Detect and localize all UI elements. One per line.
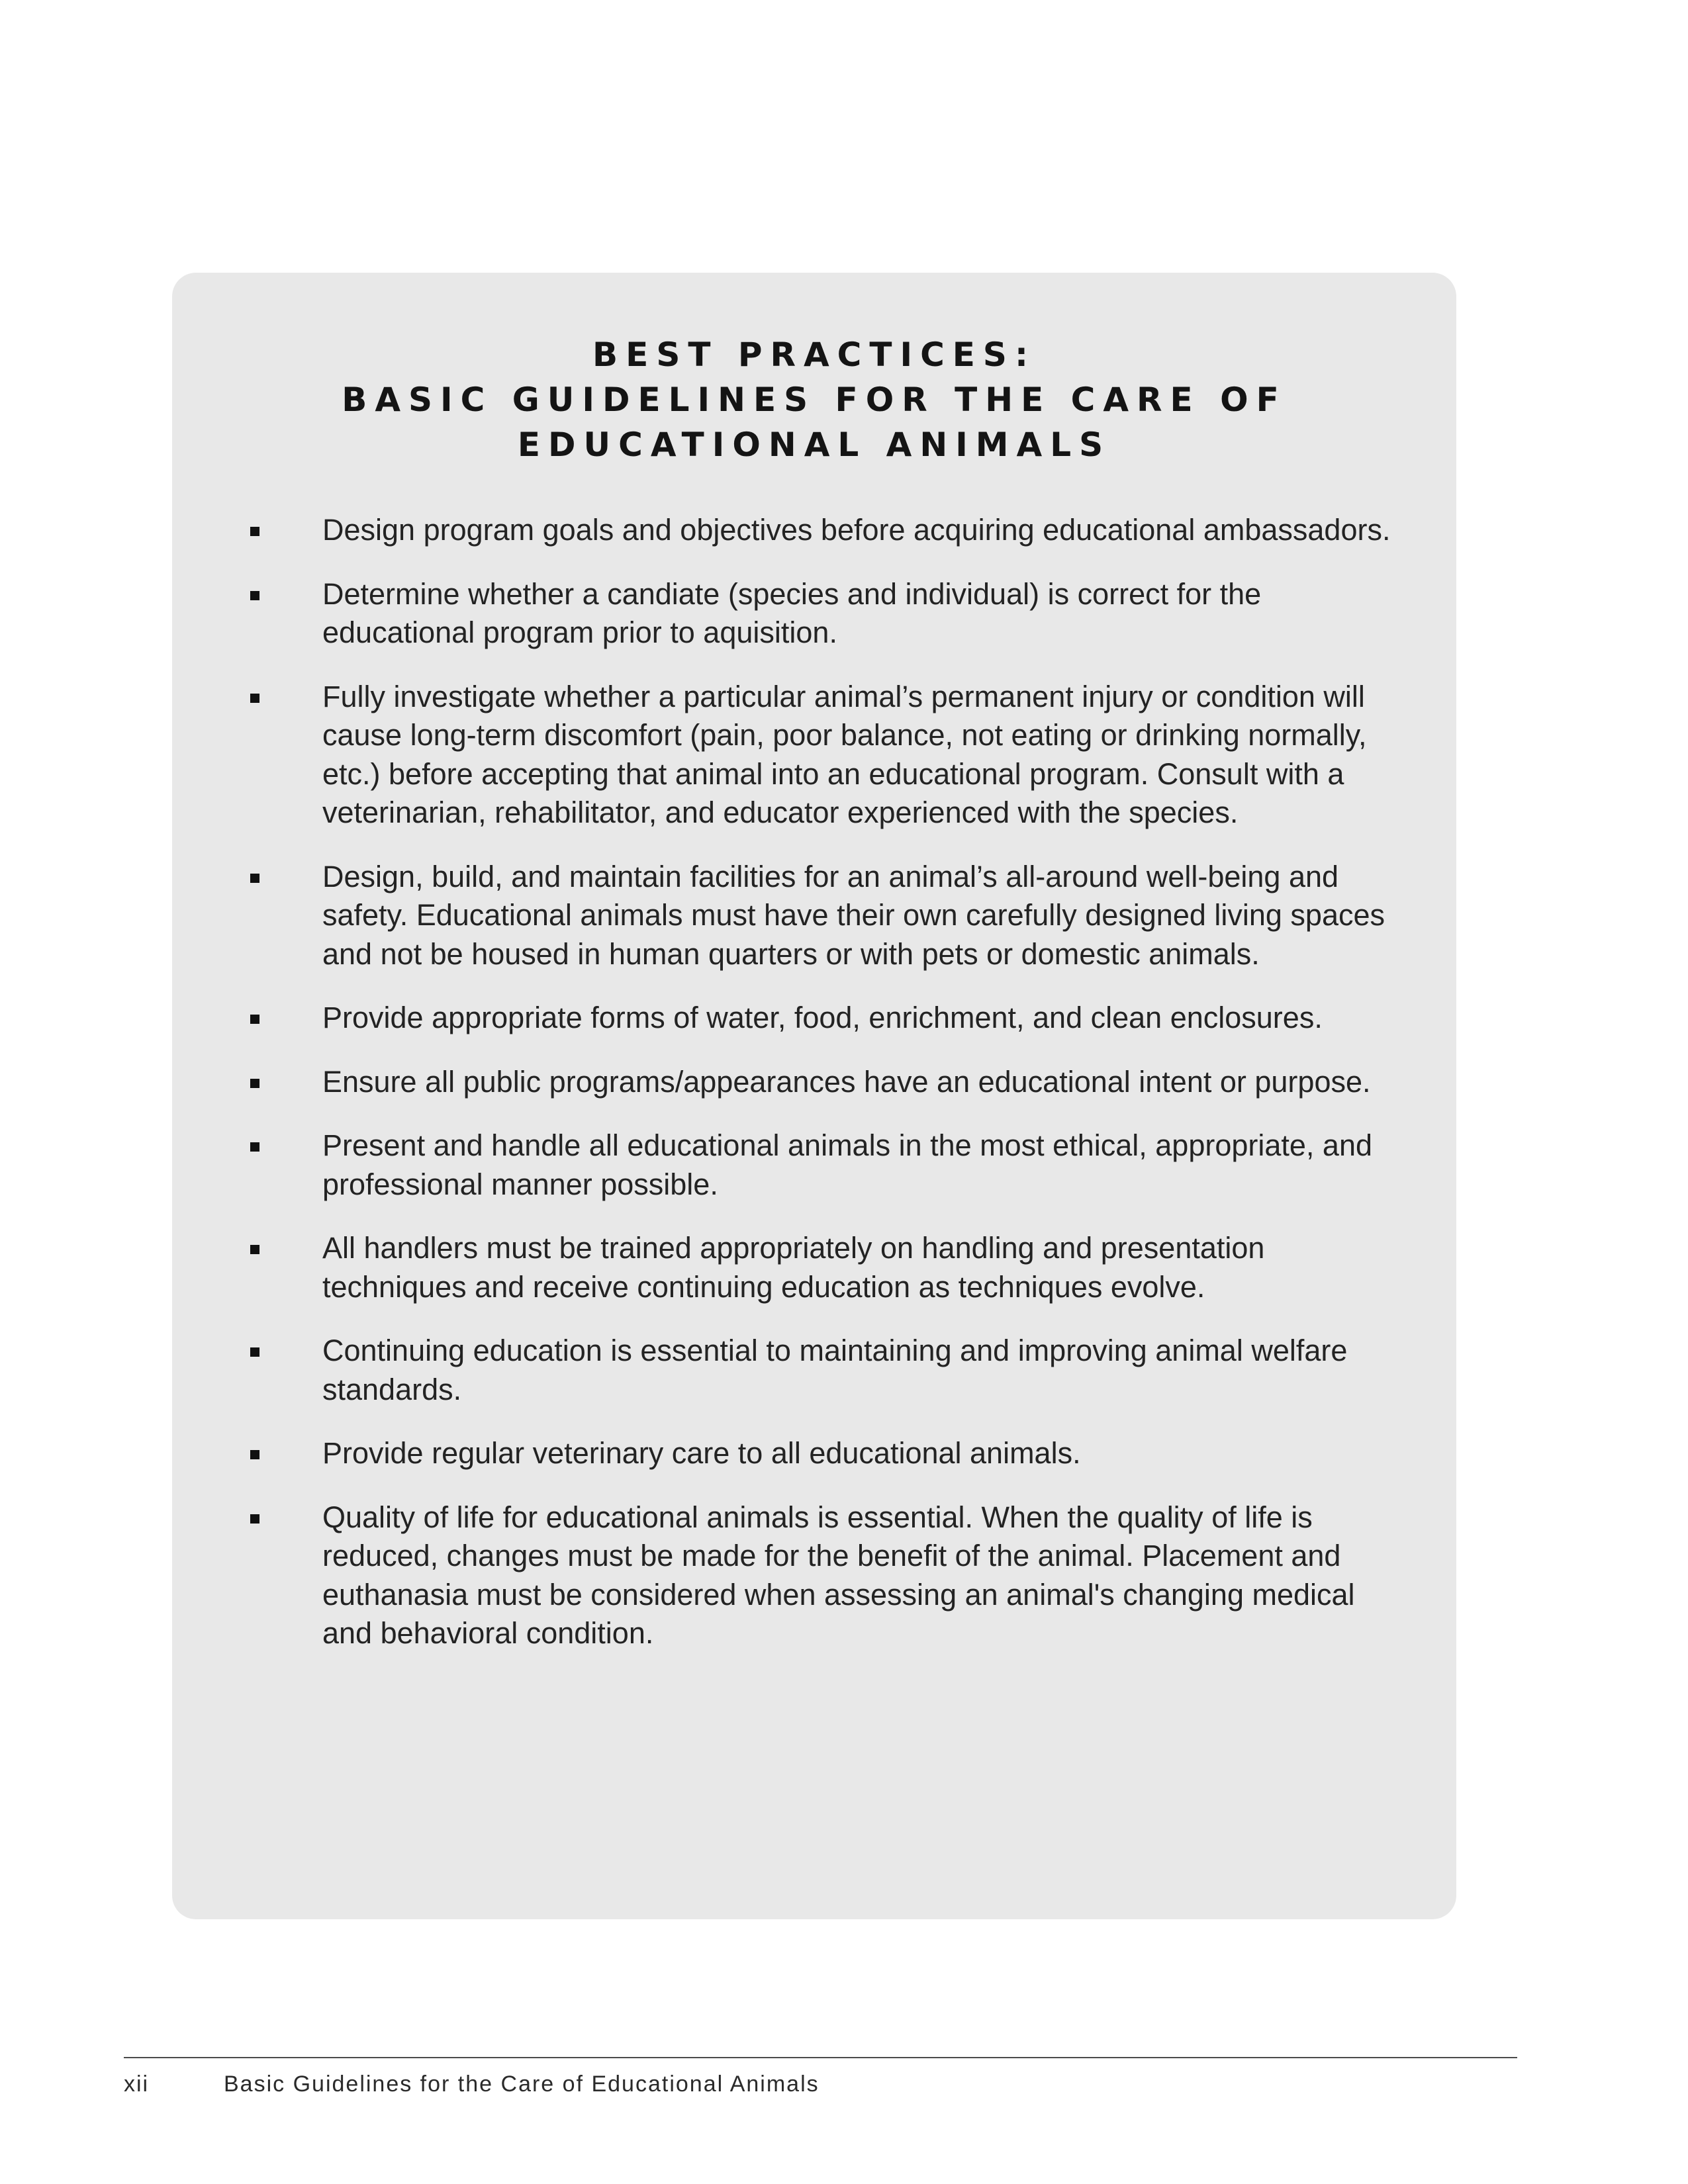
list-item-text: Ensure all public programs/appearances have an educational intent or purpose.: [322, 1064, 1371, 1099]
list-item-text: Fully investigate whether a particular animal’s permanent injury or condition will cause long-term discomfort (pain, poor balance, not eating or drinking normally, etc.) before accepting that animal into an educational program. Consult with a veterinarian, rehabilitator, and educator experienced with the species.: [322, 679, 1367, 829]
heading-line-2: BASIC GUIDELINES FOR THE CARE OF: [342, 381, 1287, 419]
list-item: [172, 999, 1456, 1038]
list-item: [172, 1229, 1456, 1306]
square-bullet-icon: [250, 591, 259, 600]
square-bullet-icon: [250, 1514, 259, 1524]
guidelines-list: [172, 511, 1456, 1678]
square-bullet-icon: [250, 1450, 259, 1459]
square-bullet-icon: [250, 1015, 259, 1024]
list-item: [172, 858, 1456, 974]
list-item: [172, 1498, 1456, 1653]
heading-line-3: EDUCATIONAL ANIMALS: [517, 426, 1111, 464]
list-item: [172, 1126, 1456, 1204]
list-item-text: Present and handle all educational animals in the most ethical, appropriate, and professional manner possible.: [322, 1128, 1373, 1201]
list-item: [172, 511, 1456, 550]
square-bullet-icon: [250, 874, 259, 883]
list-item: [172, 678, 1456, 833]
list-item: [172, 1063, 1456, 1102]
list-item: [172, 575, 1456, 653]
square-bullet-icon: [250, 1245, 259, 1254]
list-item-text: Continuing education is essential to maintaining and improving animal welfare standards.: [322, 1334, 1348, 1406]
list-item: [172, 1434, 1456, 1473]
square-bullet-icon: [250, 527, 259, 536]
best-practices-panel: [172, 273, 1456, 1919]
running-footer-title: Basic Guidelines for the Care of Educational Animals: [224, 2071, 820, 2097]
list-item-text: Design program goals and objectives before acquiring educational ambassadors.: [322, 513, 1391, 547]
square-bullet-icon: [250, 1347, 259, 1357]
list-item-text: All handlers must be trained appropriately on handling and presentation techniques and receive continuing education as techniques evolve.: [322, 1231, 1265, 1304]
page-number: xii: [124, 2071, 150, 2097]
list-item: [172, 1332, 1456, 1409]
panel-heading: [172, 332, 1456, 467]
footer-divider: [124, 2057, 1517, 2058]
list-item-text: Quality of life for educational animals is essential. When the quality of life is reduced, changes must be made for the benefit of the animal. Placement and euthanasia must be considered when assessing an animal's changing medical and behavioral condition.: [322, 1500, 1355, 1650]
square-bullet-icon: [250, 1142, 259, 1152]
heading-line-1: BEST PRACTICES:: [592, 336, 1036, 374]
square-bullet-icon: [250, 694, 259, 703]
list-item-text: Design, build, and maintain facilities for an animal’s all-around well-being and safety. Educational animals must have their own carefully designed living spaces and not be housed in human quarters or with pets or domestic animals.: [322, 859, 1385, 971]
square-bullet-icon: [250, 1079, 259, 1088]
list-item-text: Determine whether a candiate (species and individual) is correct for the educational program prior to aquisition.: [322, 576, 1262, 649]
list-item-text: Provide appropriate forms of water, food, enrichment, and clean enclosures.: [322, 1001, 1323, 1034]
list-item-text: Provide regular veterinary care to all educational animals.: [322, 1436, 1081, 1470]
